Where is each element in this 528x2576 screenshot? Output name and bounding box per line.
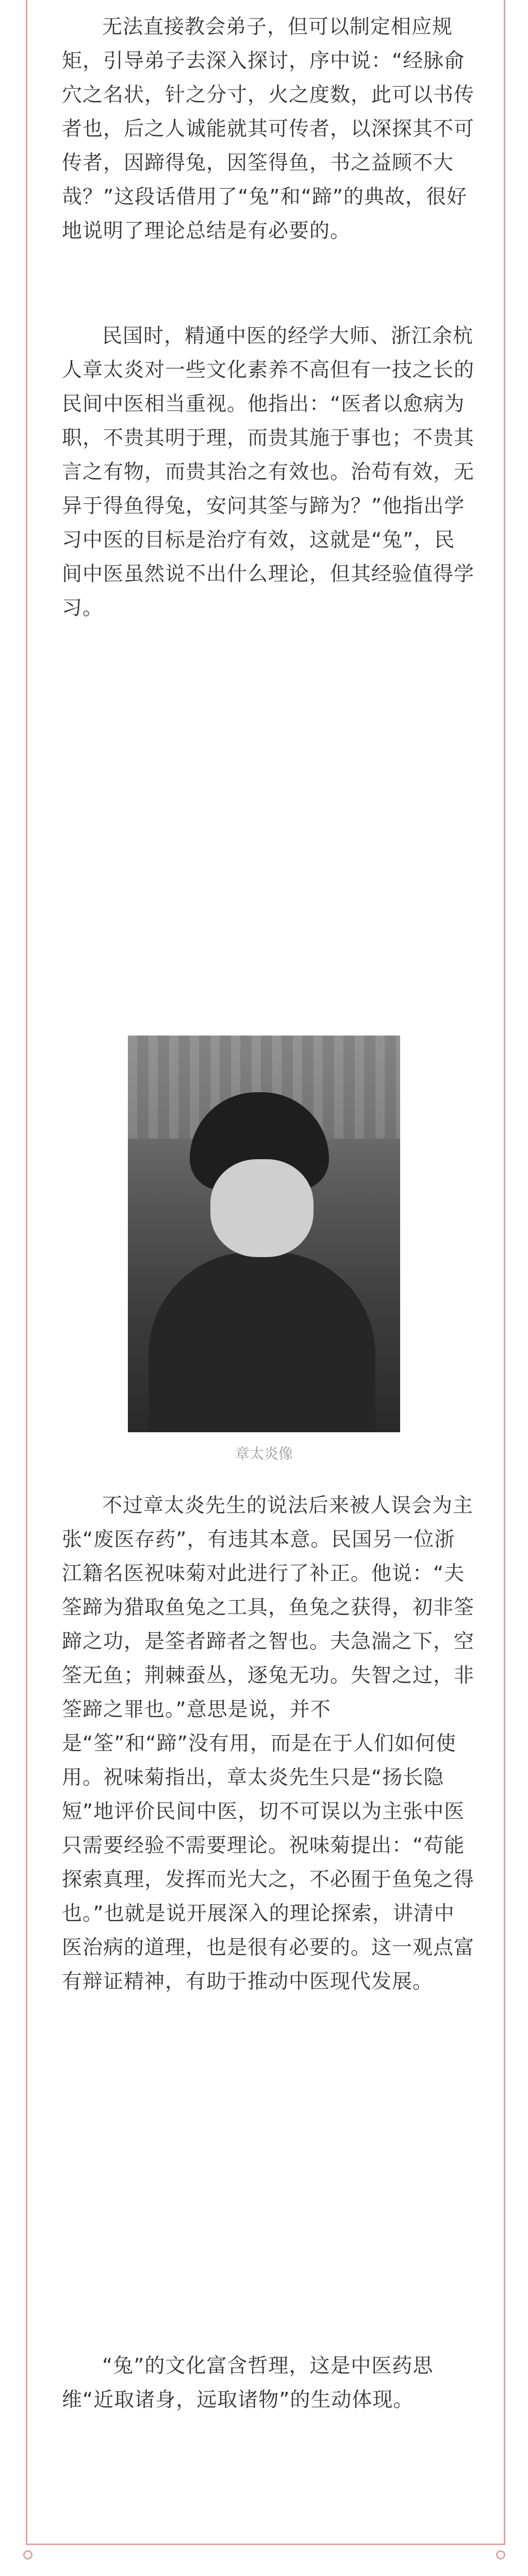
paragraph-3: “兔”的文化富含哲理，这是中医药思维“近取诸身，远取诸物”的生动体现。 bbox=[62, 2354, 434, 2412]
photo-figure-body bbox=[148, 1252, 375, 1432]
zhang-taiyan-photo bbox=[128, 1036, 400, 1432]
frame-corner-right bbox=[496, 2550, 505, 2560]
photo-caption: 章太炎像 bbox=[235, 1445, 293, 1462]
paragraph-1: 民国时，精通中医的经学大师、浙江余杭人章太炎对一些文化素养不高但有一技之长的民间中医相当重视。他指出：“医者以愈病为职，不贵其明于理，而贵其施于事也；不贵其言之有物，而贵其治之有效也。治苟有效，无异于得鱼得兔，安问其筌与蹄为？”他指出学习中医的目标是治疗有效，这就是“兔”，民间中医虽然说不出什么理论，但其经验值得学习。 bbox=[62, 325, 475, 620]
photo-figure-face bbox=[210, 1159, 314, 1257]
paragraph-0: 无法直接教会弟子，但可以制定相应规矩，引导弟子去深入探讨，序中说：“经脉俞穴之名状，针之分寸，火之度数，此可以书传者也，后之人诚能就其可传者，以深探其不可传者，因蹄得兔，因筌得鱼，书之益顾不大哉？”这段话借用了“兔”和“蹄”的典故，很好地说明了理论总结是有必要的。 bbox=[62, 15, 475, 243]
paragraph-2: 不过章太炎先生的说法后来被人误会为主张“废医存药”，有违其本意。民国另一位浙江籍名医祝味菊对此进行了补正。他说：“夫筌蹄为猎取鱼兔之工具，鱼兔之获得，初非筌蹄之功，是筌者蹄者之智也。夫急湍之下，空筌无鱼；荆棘蚕丛，逐兔无功。失智之过，非筌蹄之罪也。”意思是说，并不是“筌”和“蹄”没有用，而是在于人们如何使用。祝味菊指出，章太炎先生只是“扬长隐短”地评价民间中医，切不可误以为主张中医只需要经验不需要理论。祝味菊提出：“苟能探索真理，发挥而光大之，不必囿于鱼兔之得也。”也就是说开展深入的理论探索，讲清中医治病的道理，也是很有必要的。这一观点富有辩证精神，有助于推动中医现代发展。 bbox=[62, 1494, 475, 1993]
frame-corner-left bbox=[23, 2550, 32, 2560]
